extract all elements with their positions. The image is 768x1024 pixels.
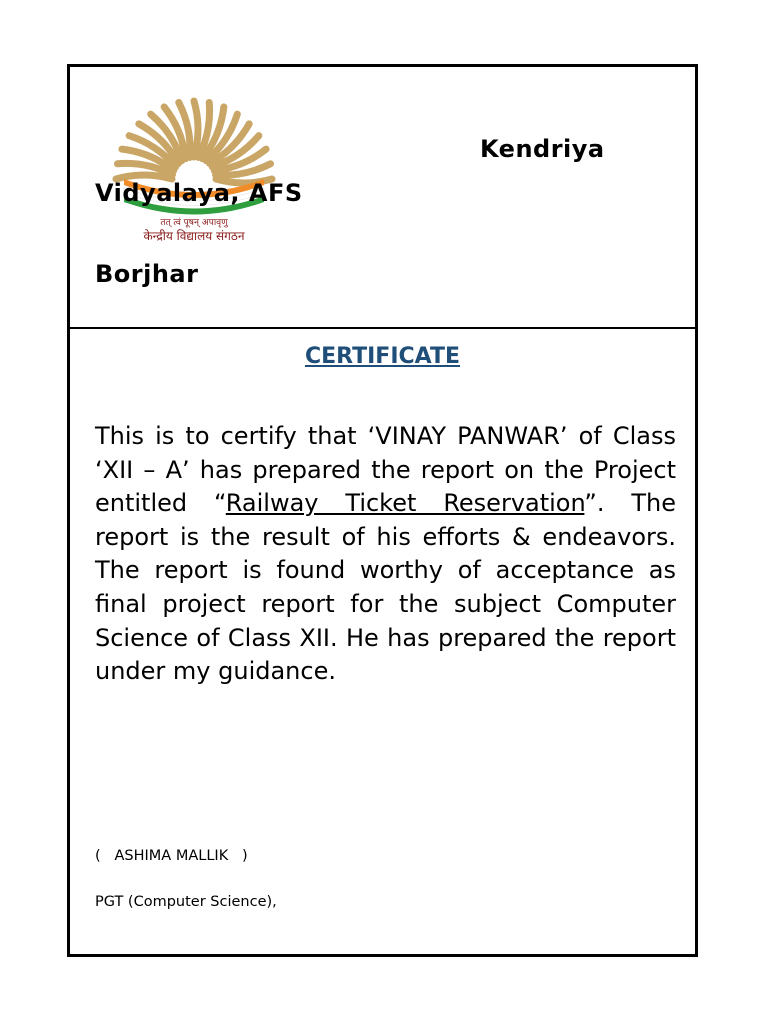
school-name-line-1: Kendriya <box>480 135 605 163</box>
header-divider <box>70 327 695 329</box>
signatory-designation: PGT (Computer Science), <box>95 894 277 910</box>
certificate-title: CERTIFICATE <box>304 344 461 369</box>
body-text-part-1: This is to certify that ‘VINAY PANWAR’ of Class ‘XII – A’ has prepared the report on the Project entitled “ <box>95 422 676 518</box>
logo-sun-ray <box>194 101 198 157</box>
project-title: Railway Ticket Reservation <box>225 489 585 518</box>
certificate-body <box>95 420 676 689</box>
school-name-line-3: Borjhar <box>95 260 199 288</box>
kendriya-vidyalaya-logo <box>94 87 294 247</box>
school-name-line-2: Vidyalaya, AFS <box>95 179 303 207</box>
logo-motto: तत् त्वं पूषन् अपावृणु <box>160 218 228 228</box>
body-text-part-2: ”. The report is the result of his efforts & endeavors. The report is found worthy of acceptance as final project report for the subject Computer Science of Class XII. He has prepared the report under my guidance. <box>95 489 677 686</box>
signatory-name: ( ASHIMA MALLIK ) <box>95 848 248 864</box>
logo-org-name: केन्द्रीय विद्यालय संगठन <box>143 229 245 243</box>
certificate-frame <box>67 64 698 957</box>
